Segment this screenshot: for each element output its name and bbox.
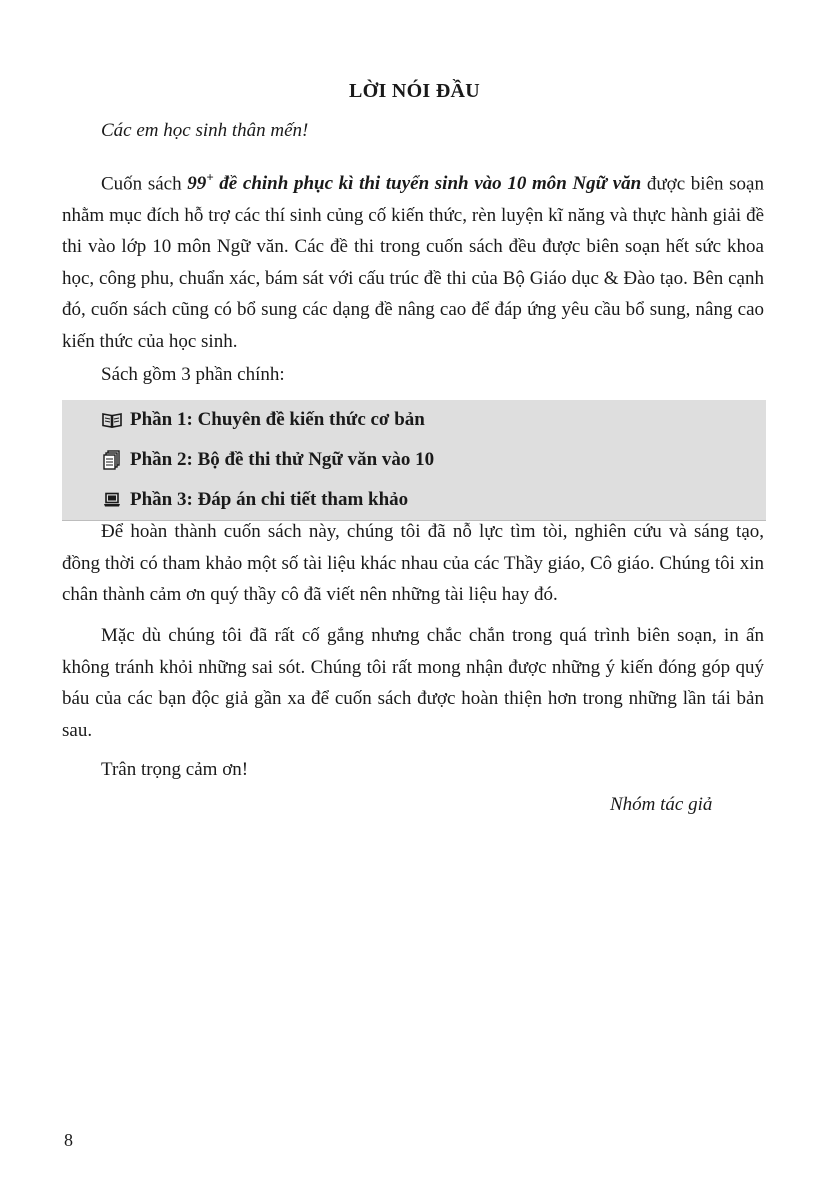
feedback-paragraph: Mặc dù chúng tôi đã rất cố gắng nhưng chắc chắn trong quá trình biên soạn, in ấn không tránh khỏi những sai sót. Chúng tôi rất mong nhận được những ý kiến đóng góp quý báu của các bạn độc giả gần xa để cuốn sách được hoàn thiện hơn trong những lần tái bản sau. — [62, 625, 764, 741]
part-item-3 — [62, 480, 766, 520]
intro-prefix: Cuốn sách — [101, 173, 188, 195]
page-title: LỜI NÓI ĐẦU — [348, 80, 481, 102]
part-label: Phần 1: Chuyên đề kiến thức cơ bản — [130, 409, 425, 430]
stacked-pages-icon — [102, 450, 122, 470]
signature: Nhóm tác giả — [610, 794, 713, 815]
parts-intro: Sách gồm 3 phần chính: — [101, 364, 285, 385]
intro-paragraph — [62, 162, 764, 357]
page-number: 8 — [64, 1130, 73, 1150]
part-item-2 — [62, 440, 766, 480]
acknowledgement-paragraph: Để hoàn thành cuốn sách này, chúng tôi đã nỗ lực tìm tòi, nghiên cứu và sáng tạo, đồng thời có tham khảo một số tài liệu khác nhau của các Thầy giáo, Cô giáo. Chúng tôi xin chân thành cảm ơn quý thầy cô đã viết nên những tài liệu hay đó. — [62, 521, 764, 605]
book-title-rest: đề chinh phục kì thi tuyển sinh vào 10 môn Ngữ văn — [213, 173, 642, 195]
intro-suffix: được biên soạn nhằm mục đích hỗ trợ các thí sinh củng cố kiến thức, rèn luyện kĩ năng và thực hành giải đề thi vào lớp 10 môn Ngữ văn. Các đề thi trong cuốn sách đều được biên soạn hết sức khoa học, công phu, chuẩn xác, bám sát với cấu trúc đề thi của Bộ Giáo dục & Đào tạo. Bên cạnh đó, cuốn sách cũng có bổ sung các dạng đề nâng cao để đáp ứng yêu cầu bổ sung, nâng cao kiến thức của học sinh. — [62, 173, 764, 352]
parts-list — [62, 400, 766, 521]
part-label: Phần 3: Đáp án chi tiết tham khảo — [130, 489, 409, 510]
part-item-1 — [62, 400, 766, 440]
greeting: Các em học sinh thân mến! — [101, 120, 309, 141]
book-title-sup: + — [206, 170, 214, 185]
laptop-icon — [102, 490, 122, 510]
part-label: Phần 2: Bộ đề thi thử Ngữ văn vào 10 — [130, 449, 435, 470]
thanks-line: Trân trọng cảm ơn! — [101, 759, 249, 780]
open-book-icon — [102, 410, 122, 430]
book-title-number: 99 — [187, 173, 207, 195]
